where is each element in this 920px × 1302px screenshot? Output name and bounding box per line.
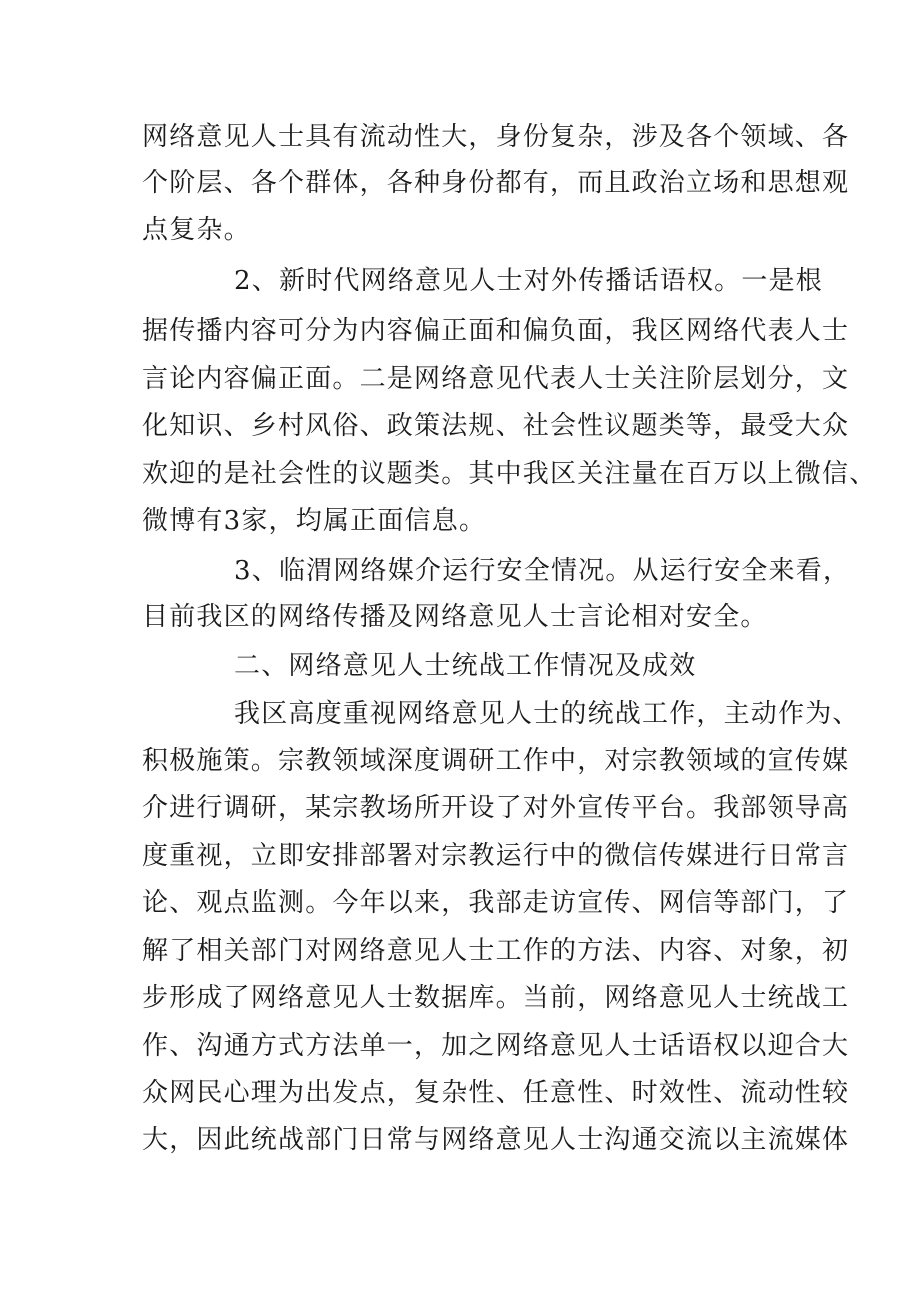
text-line: 3、临渭网络媒介运行安全情况。从运行安全来看，	[234, 556, 851, 586]
text-line: 解了相关部门对网络意见人士工作的方法、内容、对象，初	[142, 936, 850, 966]
text-line: 欢迎的是社会性的议题类。其中我区关注量在百万以上微信、	[142, 459, 877, 489]
text-line: 化知识、乡村风俗、政策法规、社会性议题类等，最受大众	[142, 411, 850, 441]
text-line: 言论内容偏正面。二是网络意见代表人士关注阶层划分，文	[142, 364, 850, 394]
text-line: 作、沟通方式方法单一，加之网络意见人士话语权以迎合大	[142, 1031, 850, 1061]
text-line: 点复杂。	[142, 215, 251, 245]
text-line: 微博有3家，均属正面信息。	[142, 506, 487, 536]
text-line: 介进行调研，某宗教场所开设了对外宣传平台。我部领导高	[142, 793, 850, 823]
text-line: 大，因此统战部门日常与网络意见人士沟通交流以主流媒体	[142, 1125, 850, 1155]
text-line: 2、新时代网络意见人士对外传播话语权。一是根	[234, 266, 823, 296]
text-line: 积极施策。宗教领域深度调研工作中，对宗教领域的宣传媒	[142, 746, 850, 776]
text-line: 个阶层、各个群体，各种身份都有，而且政治立场和思想观	[142, 168, 850, 198]
text-line: 目前我区的网络传播及网络意见人士言论相对安全。	[142, 602, 768, 632]
text-line: 众网民心理为出发点，复杂性、任意性、时效性、流动性较	[142, 1078, 850, 1108]
text-line: 我区高度重视网络意见人士的统战工作，主动作为、	[234, 699, 860, 729]
text-line: 度重视，立即安排部署对宗教运行中的微信传媒进行日常言	[142, 841, 850, 871]
text-line: 网络意见人士具有流动性大，身份复杂，涉及各个领域、各	[142, 122, 850, 152]
text-line: 据传播内容可分为内容偏正面和偏负面，我区网络代表人士	[142, 316, 850, 346]
text-line: 论、观点监测。今年以来，我部走访宣传、网信等部门，了	[142, 888, 850, 918]
section-heading: 二、网络意见人士统战工作情况及成效	[234, 651, 697, 681]
text-line: 步形成了网络意见人士数据库。当前，网络意见人士统战工	[142, 983, 850, 1013]
